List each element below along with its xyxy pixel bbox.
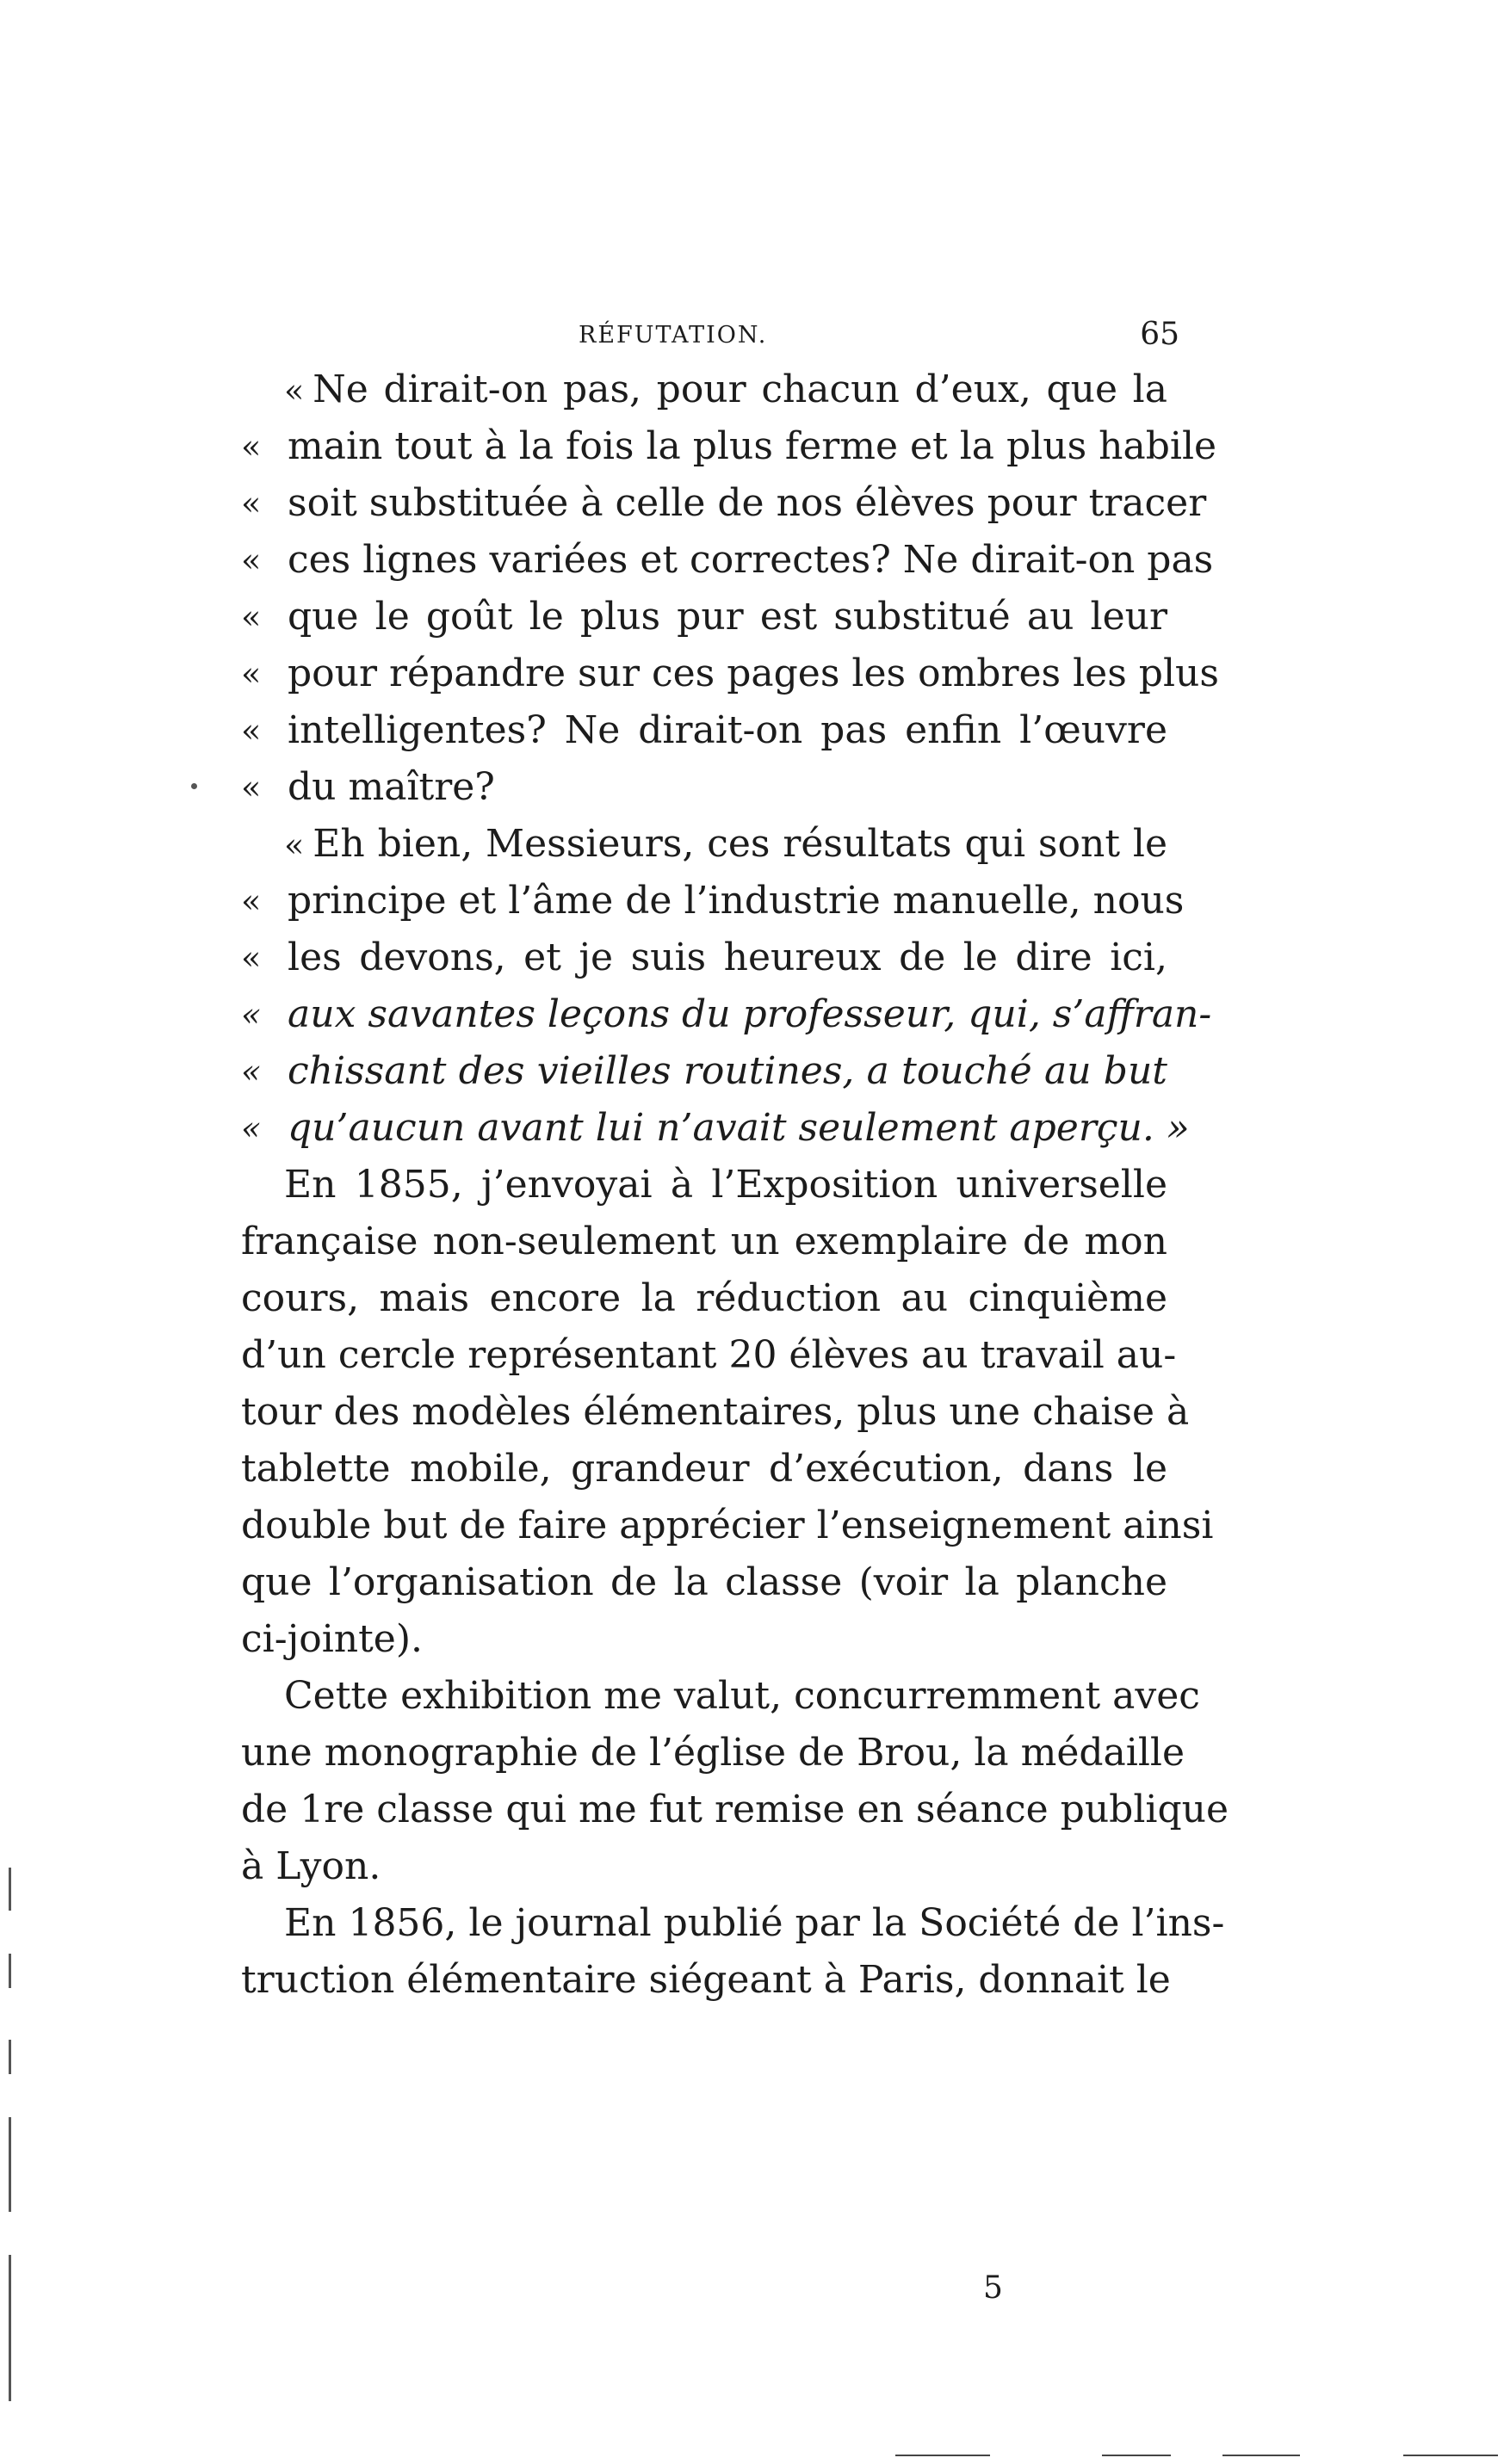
bottom-rule xyxy=(895,2455,990,2456)
text-line xyxy=(241,1157,1167,1213)
line-text: que l’organisation de la classe (voir la planche xyxy=(241,1560,1167,1604)
line-text: main tout à la fois la plus ferme et la plus habile xyxy=(288,424,1217,468)
quote-mark: « xyxy=(241,769,262,806)
text-line xyxy=(241,1895,1225,1952)
line-text: soit substituée à celle de nos élèves pour tracer xyxy=(288,481,1207,525)
running-head: RÉFUTATION. xyxy=(579,322,768,349)
text-line xyxy=(241,759,1167,816)
text-line xyxy=(241,1668,1200,1725)
line-text: chissant des vieilles routines, a touché au but xyxy=(288,1049,1167,1093)
text-line xyxy=(241,418,1217,475)
line-text: ces lignes variées et correctes? Ne dirait-on pas xyxy=(288,538,1214,582)
line-text: du maître? xyxy=(288,765,495,809)
scan-mark xyxy=(9,2255,11,2401)
page-header xyxy=(241,317,1179,360)
scan-mark xyxy=(9,1954,11,1988)
line-text: que le goût le plus pur est substitué au leur xyxy=(288,595,1167,639)
text-line xyxy=(241,1043,1167,1100)
quote-mark: « xyxy=(241,882,262,920)
text-line xyxy=(241,475,1207,532)
line-text: à Lyon. xyxy=(241,1844,381,1888)
line-text: tablette mobile, grandeur d’exécution, dans le xyxy=(241,1447,1167,1491)
quote-mark: « xyxy=(284,372,305,410)
line-text: Eh bien, Messieurs, ces résultats qui sont le xyxy=(313,822,1167,866)
line-text: pour répandre sur ces pages les ombres les plus xyxy=(288,652,1219,695)
line-text: Ne dirait-on pas, pour chacun d’eux, que la xyxy=(313,367,1167,411)
quote-mark: « xyxy=(241,428,262,466)
line-text: ci-jointe). xyxy=(241,1617,423,1661)
text-line xyxy=(241,1611,1167,1668)
text-line xyxy=(241,645,1219,702)
scan-mark xyxy=(191,783,197,789)
text-line xyxy=(241,1554,1167,1611)
text-line xyxy=(241,1213,1167,1270)
text-line xyxy=(241,816,1167,873)
line-text: intelligentes? Ne dirait-on pas enfin l’œuvre xyxy=(288,708,1167,752)
scan-mark xyxy=(9,1868,11,1911)
page-number: 65 xyxy=(1140,317,1179,352)
line-text: de 1re classe qui me fut remise en séance publique xyxy=(241,1788,1229,1831)
line-text: En 1856, le journal publié par la Société de l’ins- xyxy=(284,1901,1225,1945)
text-line xyxy=(241,986,1212,1043)
text-line xyxy=(241,1725,1185,1782)
quote-mark: « xyxy=(241,598,262,636)
quote-mark: « xyxy=(241,485,262,522)
text-line xyxy=(241,929,1167,986)
quote-mark: « xyxy=(241,541,262,579)
line-text: Cette exhibition me valut, concurremment avec xyxy=(284,1674,1200,1718)
quote-mark: « xyxy=(241,996,262,1034)
scan-mark xyxy=(9,2040,11,2074)
line-text: une monographie de l’église de Brou, la médaille xyxy=(241,1731,1185,1775)
quote-mark: « xyxy=(284,826,305,864)
text-line xyxy=(241,1327,1177,1384)
quote-mark: « xyxy=(241,1109,262,1147)
bottom-rule xyxy=(1403,2455,1498,2456)
quote-mark: « xyxy=(241,712,262,750)
text-line xyxy=(241,702,1167,759)
line-text: française non-seulement un exemplaire de mon xyxy=(241,1220,1167,1263)
line-text: cours, mais encore la réduction au cinquième xyxy=(241,1276,1167,1320)
text-line xyxy=(241,1952,1171,2009)
line-text: aux savantes leçons du professeur, qui, s’affran- xyxy=(288,992,1212,1036)
line-text: principe et l’âme de l’industrie manuelle, nous xyxy=(288,879,1185,923)
text-line xyxy=(241,1384,1190,1441)
text-line xyxy=(241,1270,1167,1327)
line-text: d’un cercle représentant 20 élèves au travail au- xyxy=(241,1333,1177,1377)
text-line xyxy=(241,1100,1190,1157)
scan-mark xyxy=(9,2117,11,2212)
signature-mark: 5 xyxy=(983,2270,1003,2306)
quote-mark: « xyxy=(241,939,262,977)
text-line xyxy=(241,589,1167,645)
bottom-rule xyxy=(1102,2455,1171,2456)
line-text: les devons, et je suis heureux de le dire ici, xyxy=(288,936,1167,979)
text-line xyxy=(241,1498,1214,1554)
text-line xyxy=(241,361,1167,418)
line-text: qu’aucun avant lui n’avait seulement aperçu. » xyxy=(288,1106,1190,1150)
bottom-rule xyxy=(1222,2455,1300,2456)
text-line xyxy=(241,873,1185,929)
text-line xyxy=(241,1441,1167,1498)
text-line xyxy=(241,1838,1167,1895)
text-line xyxy=(241,532,1214,589)
line-text: En 1855, j’envoyai à l’Exposition universelle xyxy=(284,1163,1167,1207)
line-text: tour des modèles élémentaires, plus une chaise à xyxy=(241,1390,1190,1434)
body-text xyxy=(241,361,1229,2009)
text-line xyxy=(241,1782,1229,1838)
quote-mark: « xyxy=(241,1053,262,1090)
line-text: double but de faire apprécier l’enseignement ainsi xyxy=(241,1504,1214,1547)
quote-mark: « xyxy=(241,655,262,693)
line-text: truction élémentaire siégeant à Paris, donnait le xyxy=(241,1958,1171,2002)
